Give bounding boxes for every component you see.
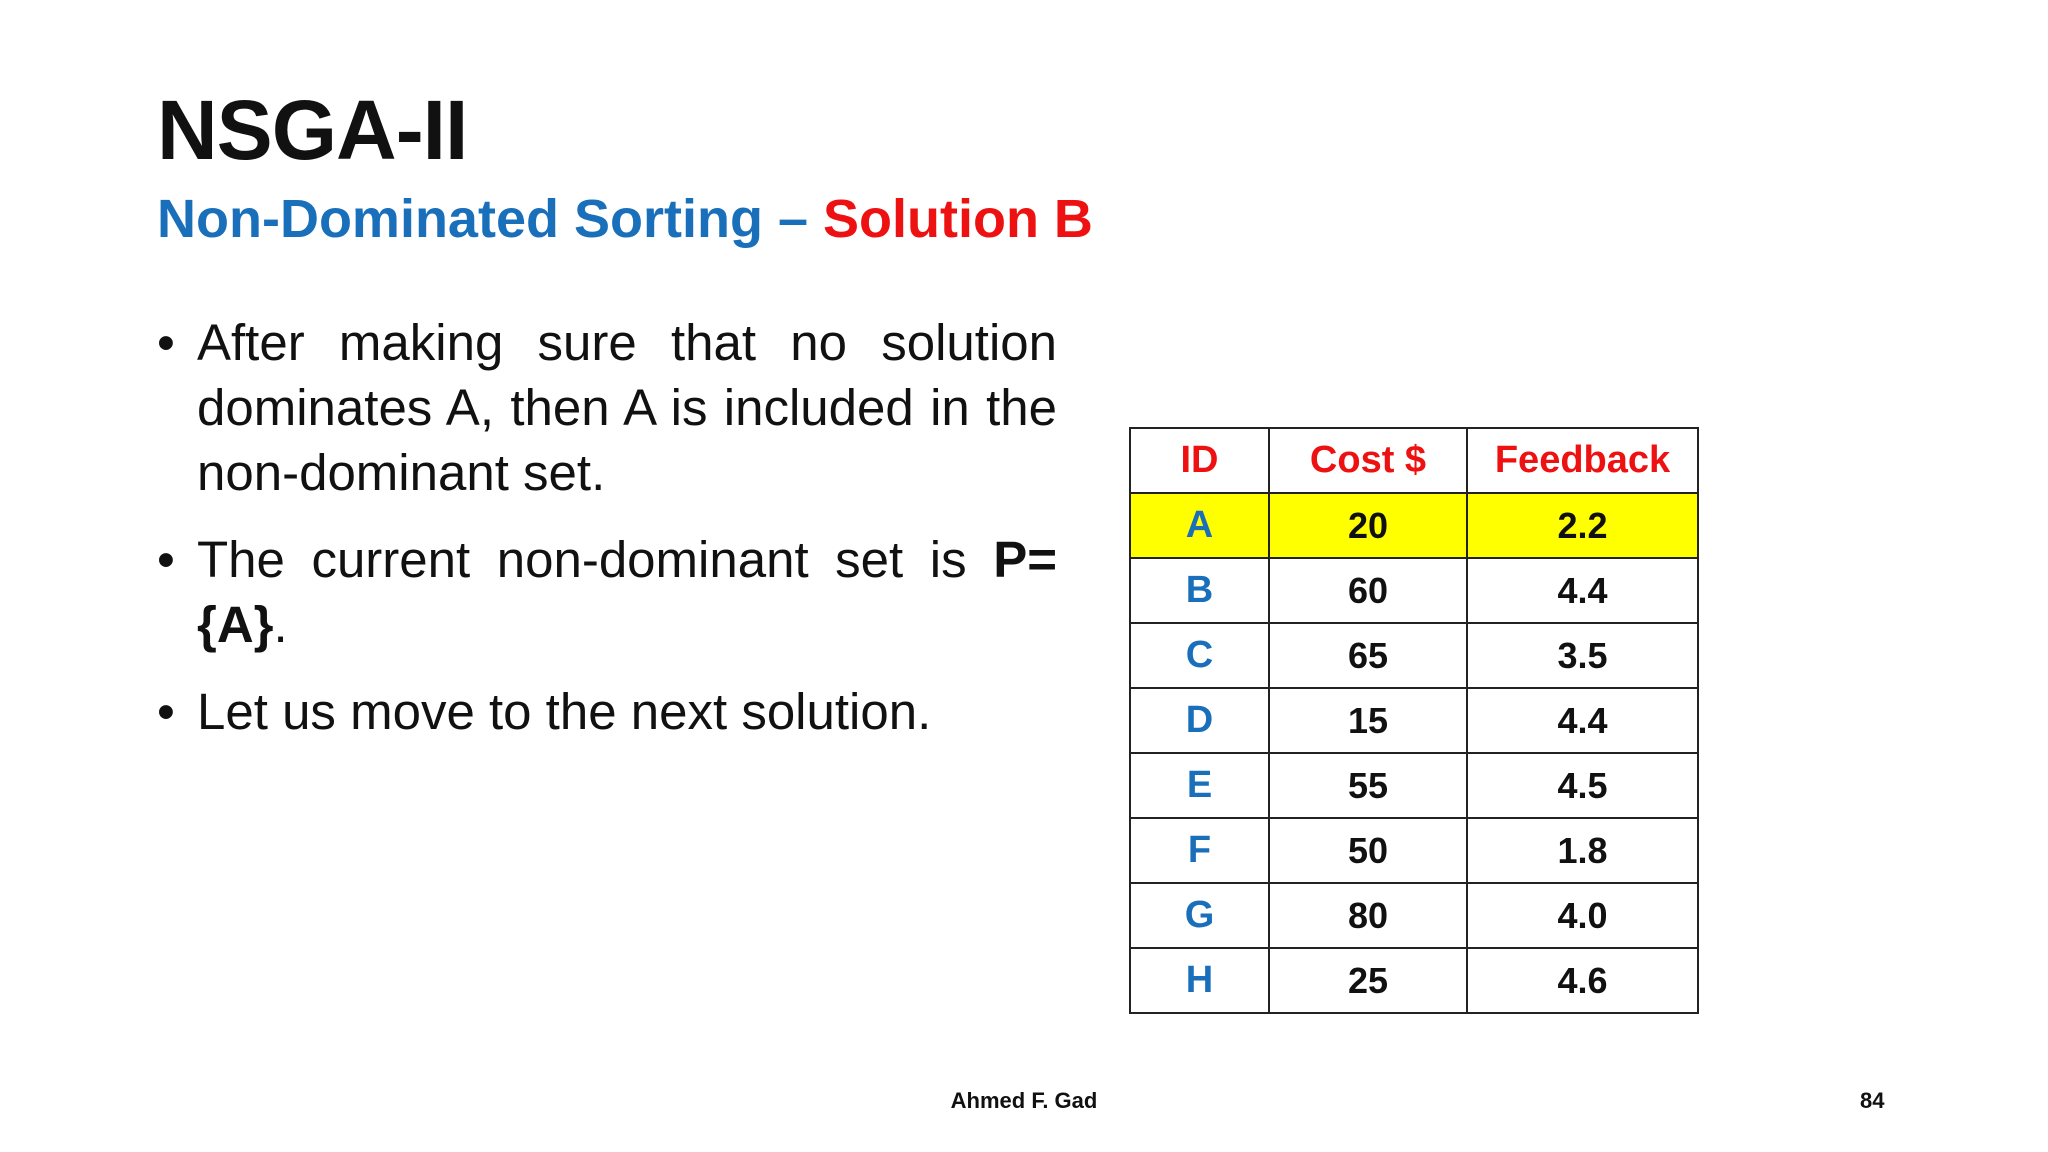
cell-id: C: [1130, 623, 1269, 688]
cell-id: D: [1130, 688, 1269, 753]
cell-cost: 65: [1269, 623, 1467, 688]
cell-feedback: 4.4: [1467, 688, 1698, 753]
bullet-list: [157, 310, 1057, 766]
bullet-dot: •: [157, 314, 175, 371]
page-number: 84: [1860, 1088, 1885, 1113]
header-cost: Cost $: [1269, 428, 1467, 493]
bullet-item: [157, 679, 1057, 744]
header-feedback: Feedback: [1467, 428, 1698, 493]
cell-cost: 50: [1269, 818, 1467, 883]
table-row: [1130, 688, 1698, 753]
cell-cost: 15: [1269, 688, 1467, 753]
cell-cost: 55: [1269, 753, 1467, 818]
table-header-row: [1130, 428, 1698, 493]
solutions-table: [1129, 427, 1699, 1014]
cell-feedback: 1.8: [1467, 818, 1698, 883]
table-row-highlighted: [1130, 493, 1698, 558]
bullet-set-notation: P={A}: [197, 531, 1057, 653]
bullet-text: After making sure that no solution dominates A, then A is included in the non-dominant set.: [197, 314, 1057, 501]
cell-feedback: 4.4: [1467, 558, 1698, 623]
slide-title: NSGA-II: [157, 83, 468, 177]
table-row: [1130, 753, 1698, 818]
table-row: [1130, 948, 1698, 1013]
bullet-text: The current non-dominant set is: [197, 531, 994, 588]
cell-feedback: 4.0: [1467, 883, 1698, 948]
bullet-dot: •: [157, 531, 175, 588]
table-row: [1130, 818, 1698, 883]
footer-author: Ahmed F. Gad: [950, 1088, 1098, 1113]
bullet-text: Let us move to the next solution.: [197, 683, 932, 740]
bullet-dot: •: [157, 683, 175, 740]
cell-id: G: [1130, 883, 1269, 948]
cell-feedback: 2.2: [1467, 493, 1698, 558]
cell-feedback: 4.6: [1467, 948, 1698, 1013]
cell-feedback: 3.5: [1467, 623, 1698, 688]
cell-cost: 20: [1269, 493, 1467, 558]
bullet-text-end: .: [273, 596, 288, 653]
cell-cost: 60: [1269, 558, 1467, 623]
cell-id: H: [1130, 948, 1269, 1013]
cell-cost: 25: [1269, 948, 1467, 1013]
slide-subtitle: [157, 190, 1093, 249]
cell-id: A: [1130, 493, 1269, 558]
subtitle-topic: Non-Dominated Sorting –: [157, 189, 823, 249]
cell-id: B: [1130, 558, 1269, 623]
table-row: [1130, 558, 1698, 623]
subtitle-solution: Solution B: [822, 189, 1093, 249]
cell-id: E: [1130, 753, 1269, 818]
table-row: [1130, 883, 1698, 948]
table-row: [1130, 623, 1698, 688]
cell-feedback: 4.5: [1467, 753, 1698, 818]
cell-cost: 80: [1269, 883, 1467, 948]
cell-id: F: [1130, 818, 1269, 883]
bullet-item: [157, 527, 1057, 657]
header-id: ID: [1130, 428, 1269, 493]
bullet-item: [157, 310, 1057, 505]
